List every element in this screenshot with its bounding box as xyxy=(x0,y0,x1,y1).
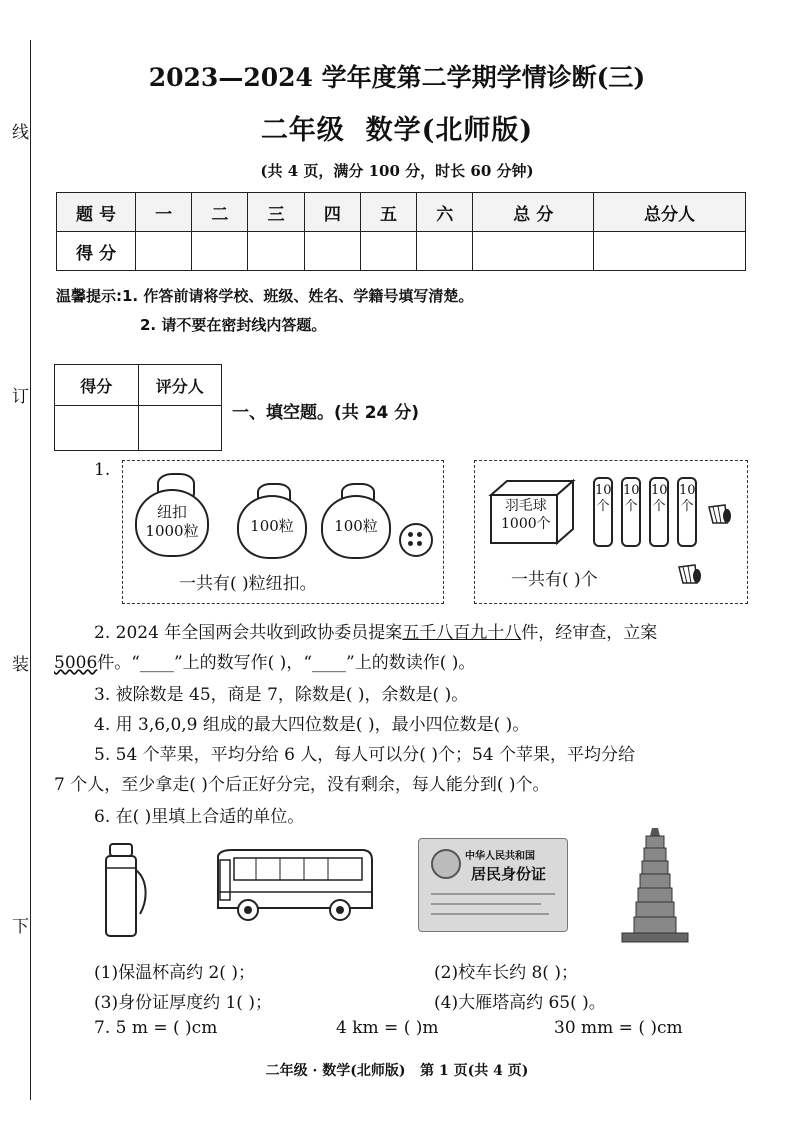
score-header-total: 总 分 xyxy=(473,193,594,232)
q2-prefix: 2. 2024 年全国两会共收到政协委员提案 xyxy=(94,623,403,643)
binding-char-zhuang: 装 xyxy=(12,655,29,675)
q2-wavy-number: 5006 xyxy=(54,653,98,673)
shuttlecock-icon xyxy=(707,503,733,527)
tube2-num: 10 xyxy=(623,483,640,498)
grader-table xyxy=(54,364,222,451)
tube1-num: 10 xyxy=(595,483,612,498)
q6-b[interactable]: (2)校车长约 8( )； xyxy=(434,963,578,983)
school-bus-icon xyxy=(212,848,376,922)
q5-line-2[interactable]: 7 个人，至少拿走( )个后正好分完，没有剩余，每人能分到( )个。 xyxy=(54,775,550,795)
box-label-b: 1000个 xyxy=(501,516,551,532)
score-row-label: 得 分 xyxy=(57,232,136,271)
shuttlecock-icon xyxy=(677,563,703,587)
shuttlecock-tube-3 xyxy=(649,477,669,547)
button-bag-100-b: 100粒 xyxy=(321,495,391,559)
binding-char-xia: 下 xyxy=(12,917,29,937)
q2-mid2: 件。“____”上的数写作( )，“____”上的数读作( )。 xyxy=(97,653,476,673)
q6-d[interactable]: (4)大雁塔高约 65( )。 xyxy=(434,993,606,1013)
section1-title: 一、填空题。(共 24 分) xyxy=(232,403,420,423)
tips-text-1: 1. 作答前请将学校、班级、姓名、学籍号填写清楚。 xyxy=(122,287,474,305)
q6-c[interactable]: (3)身份证厚度约 1( )； xyxy=(94,993,272,1013)
id-card-line2: 居民身份证 xyxy=(471,865,547,883)
tube4-unit: 个 xyxy=(680,499,694,514)
score-header-2: 二 xyxy=(192,193,248,232)
shuttlecock-tube-1 xyxy=(593,477,613,547)
binding-line xyxy=(30,40,31,1100)
big-wild-goose-pagoda-icon xyxy=(614,826,696,944)
q1-left-answer[interactable]: 一共有( )粒纽扣。 xyxy=(179,574,317,594)
shuttlecock-tube-2 xyxy=(621,477,641,547)
q1-right-answer[interactable]: 一共有( )个 xyxy=(511,570,598,590)
tube2-unit: 个 xyxy=(624,499,638,514)
score-header-5: 五 xyxy=(360,193,416,232)
exam-subtitle: 二年级 数学(北师版) xyxy=(260,115,534,146)
score-header-label: 题 号 xyxy=(57,193,136,232)
q5-line-1[interactable]: 5. 54 个苹果，平均分给 6 人，每人可以分( )个；54 个苹果，平均分给 xyxy=(94,745,635,765)
q6-text: 6. 在( )里填上合适的单位。 xyxy=(94,807,305,827)
exam-info: (共 4 页，满分 100 分，时长 60 分钟) xyxy=(260,162,534,180)
tips-label: 温馨提示: xyxy=(56,287,122,305)
score-header-3: 三 xyxy=(248,193,304,232)
score-cell-5[interactable] xyxy=(360,232,416,271)
grader-score-label: 得分 xyxy=(55,365,139,406)
bag1-label-b: 1000粒 xyxy=(145,522,199,540)
score-header-4: 四 xyxy=(304,193,360,232)
q1-buttons-box xyxy=(122,460,444,604)
q2-underlined-number: 五千八百九十八 xyxy=(402,623,522,643)
q2-line-1 xyxy=(94,618,657,643)
national-emblem-icon xyxy=(431,849,461,879)
shuttlecock-box-label xyxy=(501,497,551,533)
button-bag-1000 xyxy=(135,489,209,557)
button-icon xyxy=(399,523,433,557)
grader-score-cell[interactable] xyxy=(55,406,139,451)
button-bag-100-a: 100粒 xyxy=(237,495,307,559)
tips-text-2: 2. 请不要在密封线内答题。 xyxy=(140,316,327,334)
q1-number: 1. xyxy=(94,460,111,480)
binding-char-ding: 订 xyxy=(12,387,29,407)
score-table xyxy=(56,192,746,271)
score-cell-6[interactable] xyxy=(417,232,473,271)
exam-title: 2023—2024 学年度第二学期学情诊断(三) xyxy=(148,63,646,92)
score-header-scorer: 总分人 xyxy=(594,193,746,232)
q2-line-2[interactable] xyxy=(54,648,475,673)
tube1-unit: 个 xyxy=(596,499,610,514)
score-cell-1[interactable] xyxy=(136,232,192,271)
score-header-1: 一 xyxy=(136,193,192,232)
grader-name-cell[interactable] xyxy=(138,406,222,451)
q7-c[interactable]: 30 mm = ( )cm xyxy=(554,1018,683,1038)
q7-a[interactable]: 7. 5 m = ( )cm xyxy=(94,1018,218,1038)
score-cell-3[interactable] xyxy=(248,232,304,271)
score-cell-scorer[interactable] xyxy=(594,232,746,271)
page-footer: 二年级 · 数学(北师版) 第 1 页(共 4 页) xyxy=(265,1063,529,1079)
score-header-6: 六 xyxy=(417,193,473,232)
thermos-cup-icon xyxy=(100,840,156,940)
score-cell-4[interactable] xyxy=(304,232,360,271)
q6-a[interactable]: (1)保温杯高约 2( )； xyxy=(94,963,255,983)
shuttlecock-tube-4 xyxy=(677,477,697,547)
tube3-unit: 个 xyxy=(652,499,666,514)
score-cell-2[interactable] xyxy=(192,232,248,271)
box-label-a: 羽毛球 xyxy=(504,498,547,514)
q7-b[interactable]: 4 km = ( )m xyxy=(336,1018,439,1038)
bag1-label-a: 纽扣 xyxy=(156,503,187,521)
tube4-num: 10 xyxy=(679,483,696,498)
tube3-num: 10 xyxy=(651,483,668,498)
id-card-image xyxy=(418,838,568,932)
score-cell-total[interactable] xyxy=(473,232,594,271)
tips-line-1 xyxy=(56,285,473,306)
binding-char-xian: 线 xyxy=(12,123,29,143)
q1-shuttlecock-box xyxy=(474,460,748,604)
grader-name-label: 评分人 xyxy=(138,365,222,406)
q2-mid1: 件，经审查，立案 xyxy=(521,623,658,643)
q4-text[interactable]: 4. 用 3,6,0,9 组成的最大四位数是( )，最小四位数是( )。 xyxy=(94,715,530,735)
id-card-line1: 中华人民共和国 xyxy=(465,851,535,862)
q3-text[interactable]: 3. 被除数是 45，商是 7，除数是( )，余数是( )。 xyxy=(94,685,469,705)
